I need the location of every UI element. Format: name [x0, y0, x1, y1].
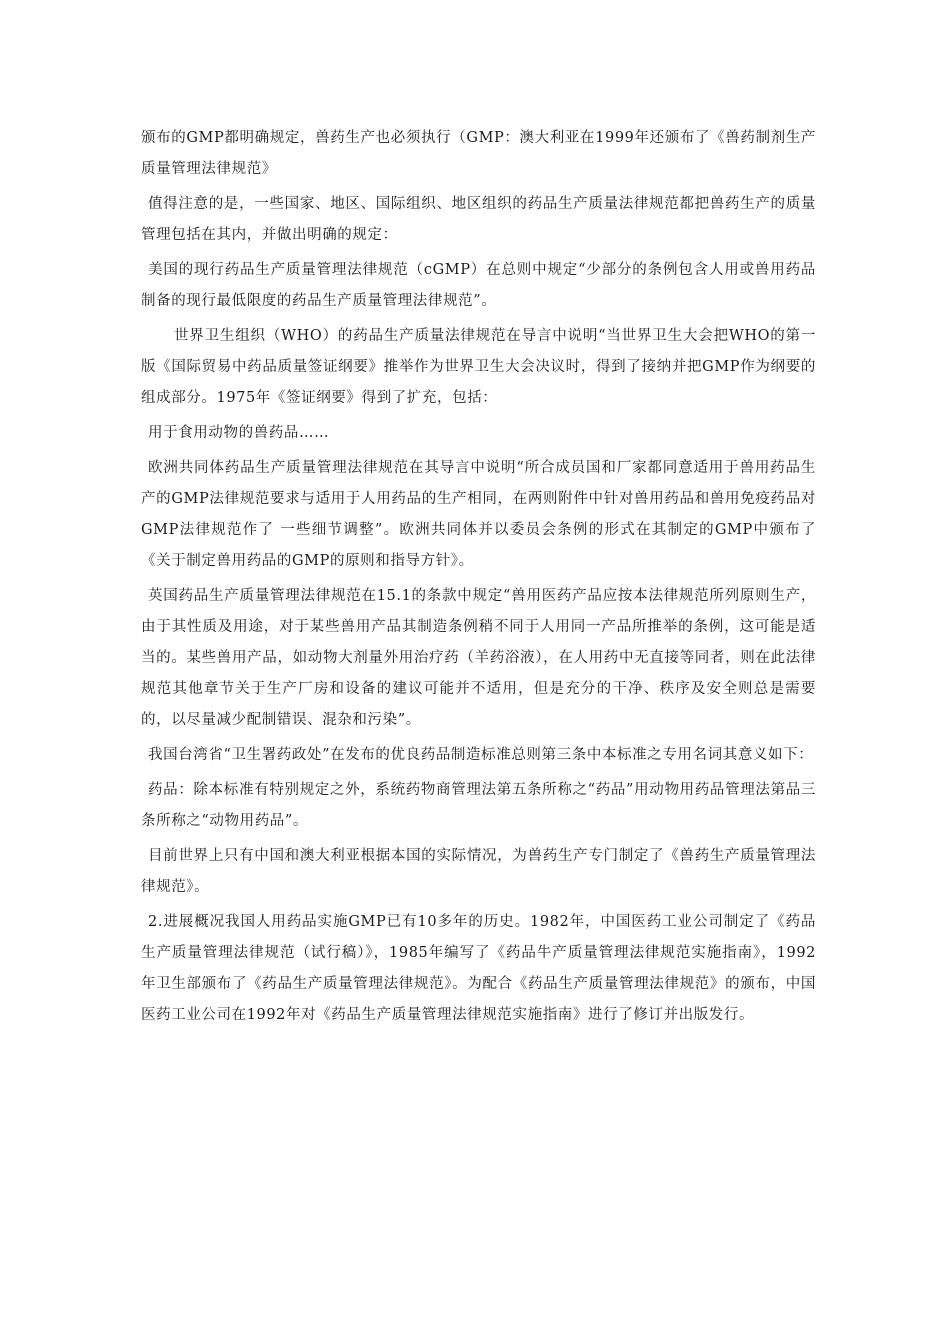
paragraph-notable: 值得注意的是，一些国家、地区、国际组织、地区组织的药品生产质量法律规范都把兽药生产的质量管理包括在其内，并做出明确的规定： [141, 196, 816, 243]
document-body [141, 123, 816, 1035]
paragraph-who: 世界卫生组织（WHO）的药品生产质量法律规范在导言中说明“当世界卫生大会把WHO的第一版《国际贸易中药品质量签证纲要》推举作为世界卫生大会决议时，得到了接纳并把GMP作为纲要的组成部分。1975年《签证纲要》得到了扩充，包括： [141, 328, 816, 406]
paragraph-taiwan: 我国台湾省“卫生署药政处”在发布的优良药品制造标准总则第三条中本标准之专用名词其意义如下： [148, 747, 814, 763]
paragraph-drug-definition: 药品：除本标准有特别规定之外，系统药物商管理法第五条所称之“药品”用动物用药品管理法第品三条所称之“动物用药品”。 [141, 782, 816, 829]
paragraph-food-animals: 用于食用动物的兽药品…… [148, 425, 330, 441]
paragraph-progress: 2.进展概况我国人用药品实施GMP已有10多年的历史。1982年，中国医药工业公司制定了《药品生产质量管理法律规范（试行稿）》，1985年编写了《药品牛产质量管理法律规范实施指南》，1992年卫生部颁布了《药品生产质量管理法律规范》。为配合《药品生产质量管理法律规范》的颁布，中国医药工业公司在1992年对《药品生产质量管理法律规范实施指南》进行了修订并出版发行。 [141, 914, 816, 1023]
paragraph-uk: 英国药品生产质量管理法律规范在15.1的条款中规定“兽用医药产品应按本法律规范所列原则生产，由于其性质及用途，对于某些兽用产品其制造条例稍不同于人用同一产品所推举的条例，这可能是适当的。某些兽用产品，如动物大剂量外用治疗药（羊药浴液），在人用药中无直接等同者，则在此法律规范其他章节关于生产厂房和设备的建议可能并不适用，但是充分的干净、秩序及安全则总是需要的，以尽量减少配制错误、混杂和污染”。 [141, 588, 816, 728]
paragraph-gmp-australia: 颁布的GMP都明确规定，兽药生产也必须执行（GMP：澳大利亚在1999年还颁布了《兽药制剂生产质量管理法律规范》 [141, 130, 816, 177]
paragraph-china-australia: 目前世界上只有中国和澳大利亚根据本国的实际情况，为兽药生产专门制定了《兽药生产质量管理法律规范》。 [141, 848, 816, 895]
paragraph-usa-cgmp: 美国的现行药品生产质量管理法律规范（cGMP）在总则中规定“少部分的条例包含人用或兽用药品制备的现行最低限度的药品生产质量管理法律规范”。 [141, 262, 816, 309]
paragraph-eu: 欧洲共同体药品生产质量管理法律规范在其导言中说明“所合成员国和厂家都同意适用于兽用药品生产的GMP法律规范要求与适用于人用药品的生产相同，在两则附件中针对兽用药品和兽用免疫药品对GMP法律规范作了 一些细节调整”。欧洲共同体并以委员会条例的形式在其制定的GMP中颁布了《关于制定兽用药品的GMP的原则和指导方针》。 [141, 460, 816, 569]
